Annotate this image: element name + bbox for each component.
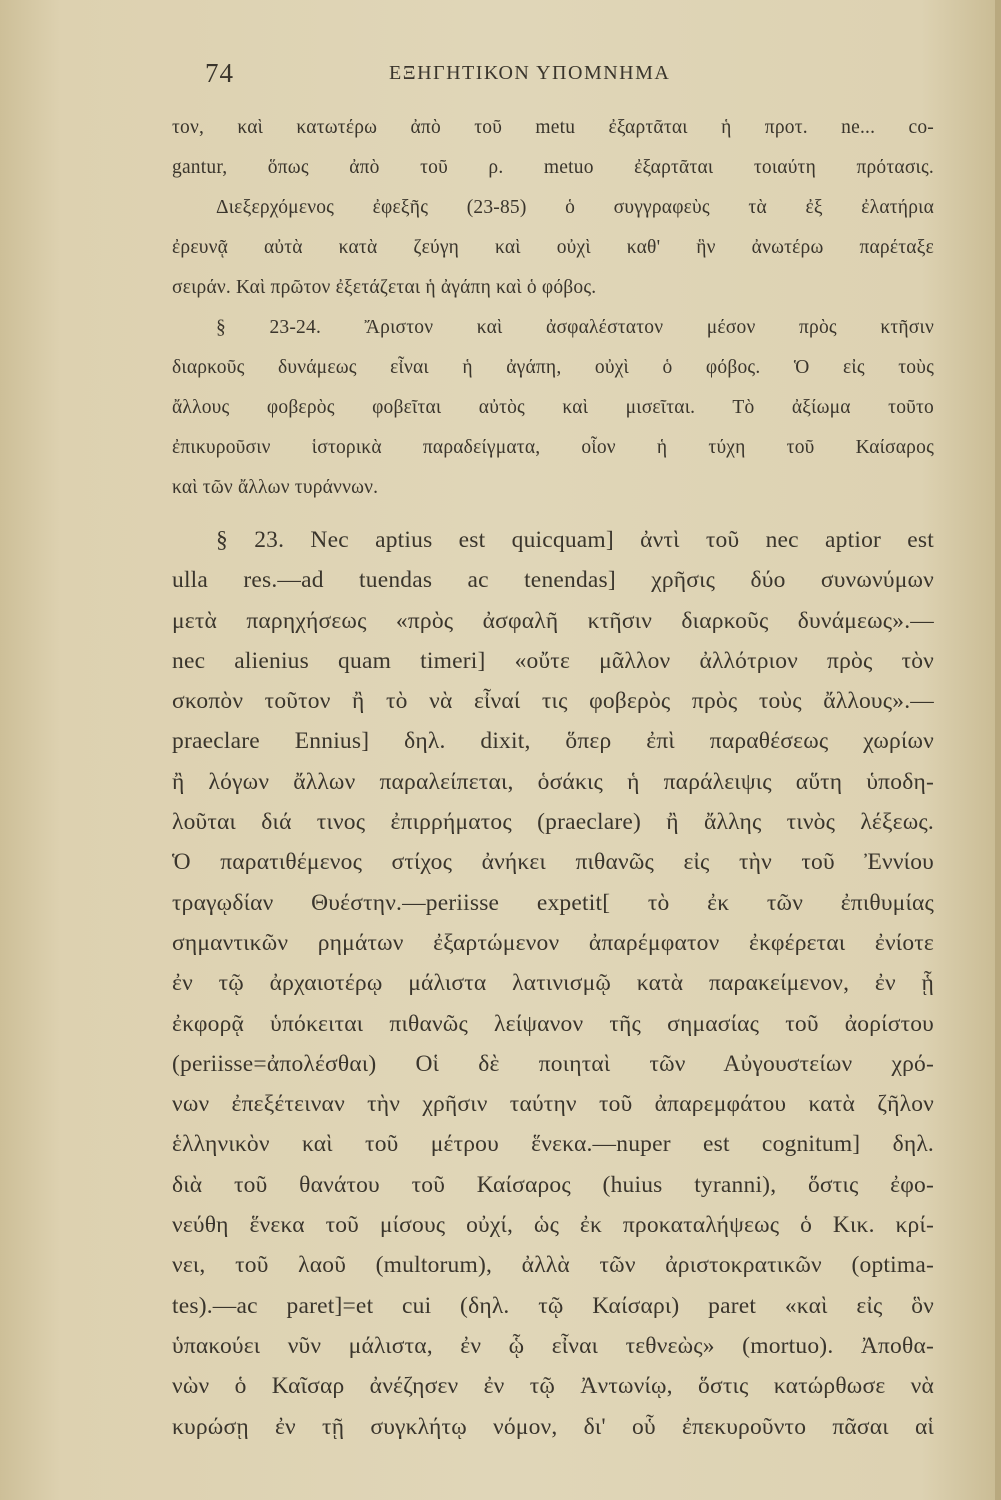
paragraph-gap [172, 508, 934, 520]
paragraph [172, 308, 934, 508]
text-line: διαρκοῦς δυνάμεως εἶναι ἡ ἀγάπη, οὐχὶ ὁ φόβος. Ὁ εἰς τοὺς [172, 357, 934, 378]
text-line: Ὁ παρατιθέμενος στίχος ἀνήκει πιθανῶς εἰς τὴν τοῦ Ἐννίου [172, 849, 934, 876]
text-line: ulla res.—ad tuendas ac tenendas] χρῆσις δύο συνωνύμων [172, 567, 934, 594]
text-line: νεύθη ἕνεκα τοῦ μίσους οὐχί, ὡς ἐκ προκαταλήψεως ὁ Κικ. κρί- [172, 1212, 934, 1239]
text-line: ἐπικυροῦσιν ἱστορικὰ παραδείγματα, οἷον ἡ τύχη τοῦ Καίσαρος [172, 437, 934, 458]
text-line: διὰ τοῦ θανάτου τοῦ Καίσαρος (huius tyranni), ὅστις ἐφο- [172, 1171, 934, 1198]
text-line: τραγῳδίαν Θυέστην.—periisse expetit[ τὸ ἐκ τῶν ἐπιθυμίας [172, 889, 934, 916]
text-line: νει, τοῦ λαοῦ (multorum), ἀλλὰ τῶν ἀριστοκρατικῶν (optima- [172, 1252, 934, 1279]
text-line: ἐρευνᾷ αὐτὰ κατὰ ζεύγη καὶ οὐχὶ καθ' ἣν ἀνωτέρω παρέταξε [172, 237, 934, 258]
text-line: ἐκφορᾷ ὑπόκειται πιθανῶς λείψανον τῆς σημασίας τοῦ ἀορίστου [172, 1010, 934, 1037]
text-line: κυρώσῃ ἐν τῇ συγκλήτῳ νόμον, δι' οὗ ἐπεκυροῦντο πᾶσαι αἱ [172, 1413, 934, 1440]
text-line: σημαντικῶν ρημάτων ἐξαρτώμενον ἀπαρέμφατον ἐκφέρεται ἐνίοτε [172, 929, 934, 956]
text-line: ἢ λόγων ἄλλων παραλείπεται, ὁσάκις ἡ παράλειψις αὕτη ὑποδη- [172, 768, 934, 795]
text-line: ἑλληνικὸν καὶ τοῦ μέτρου ἕνεκα.—nuper est cognitum] δηλ. [172, 1131, 934, 1158]
text-line: § 23. Nec aptius est quicquam] ἀντὶ τοῦ nec aptior est [216, 527, 934, 553]
text-line: λοῦται διά τινος ἐπιρρήματος (praeclare) ἢ ἄλλης τινὸς λέξεως. [172, 809, 934, 836]
paragraph [172, 520, 934, 1447]
running-title: ΕΞΗΓΗΤΙΚΟΝ ΥΠΟΜΝΗΜΑ [389, 62, 671, 84]
text-line: ἄλλους φοβερὸς φοβεῖται αὐτὸς καὶ μισεῖται. Τὸ ἀξίωμα τοῦτο [172, 397, 934, 418]
text-line: νὼν ὁ Καῖσαρ ἀνέζησεν ἐν τῷ Ἀντωνίῳ, ὅστις κατώρθωσε νὰ [172, 1373, 934, 1400]
text-line: nec alienius quam timeri] «οὔτε μᾶλλον ἀλλότριον πρὸς τὸν [172, 647, 934, 674]
text-line: σκοπὸν τοῦτον ἢ τὸ νὰ εἶναί τις φοβερὸς πρὸς τοὺς ἄλλους».— [172, 688, 934, 715]
text-line: § 23-24. Ἄριστον καὶ ἀσφαλέστατον μέσον πρὸς κτῆσιν [216, 317, 934, 338]
paragraph [172, 108, 934, 188]
text-line: ὑπακούει νῦν μάλιστα, ἐν ᾧ εἶναι τεθνεὼς» (mortuo). Ἀποθα- [172, 1332, 934, 1359]
page-edge [995, 0, 1001, 1500]
text-line: Διεξερχόμενος ἐφεξῆς (23-85) ὁ συγγραφεὺς τὰ ἐξ ἐλατήρια [216, 197, 934, 218]
text-line: τον, καὶ κατωτέρω ἀπὸ τοῦ metu ἐξαρτᾶται ἡ προτ. ne... co- [172, 117, 934, 138]
text-line: ἐν τῷ ἀρχαιοτέρῳ μάλιστα λατινισμῷ κατὰ παρακείμενον, ἐν ᾗ [172, 970, 934, 997]
page-body [172, 108, 934, 1447]
text-line: gantur, ὅπως ἀπὸ τοῦ ρ. metuo ἐξαρτᾶται τοιαύτη πρότασις. [172, 157, 934, 178]
text-line: σειράν. Καὶ πρῶτον ἐξετάζεται ἡ ἀγάπη καὶ ὁ φόβος. [172, 277, 597, 298]
text-line: tes).—ac paret]=et cui (δηλ. τῷ Καίσαρι) paret «καὶ εἰς ὃν [172, 1292, 934, 1319]
page-header [205, 58, 765, 98]
text-line: μετὰ παρηχήσεως «πρὸς ἀσφαλῆ κτῆσιν διαρκοῦς δυνάμεως».— [172, 607, 934, 634]
text-line: καὶ τῶν ἄλλων τυράννων. [172, 477, 379, 498]
text-line: νων ἐπεξέτειναν τὴν χρῆσιν ταύτην τοῦ ἀπαρεμφάτου κατὰ ζῆλον [172, 1091, 934, 1118]
text-line: (periisse=ἀπολέσθαι) Οἱ δὲ ποιηταὶ τῶν Αὐγουστείων χρό- [172, 1050, 934, 1077]
page-number: 74 [205, 58, 234, 88]
paragraph [172, 188, 934, 308]
text-line: praeclare Ennius] δηλ. dixit, ὅπερ ἐπὶ παραθέσεως χωρίων [172, 728, 934, 755]
